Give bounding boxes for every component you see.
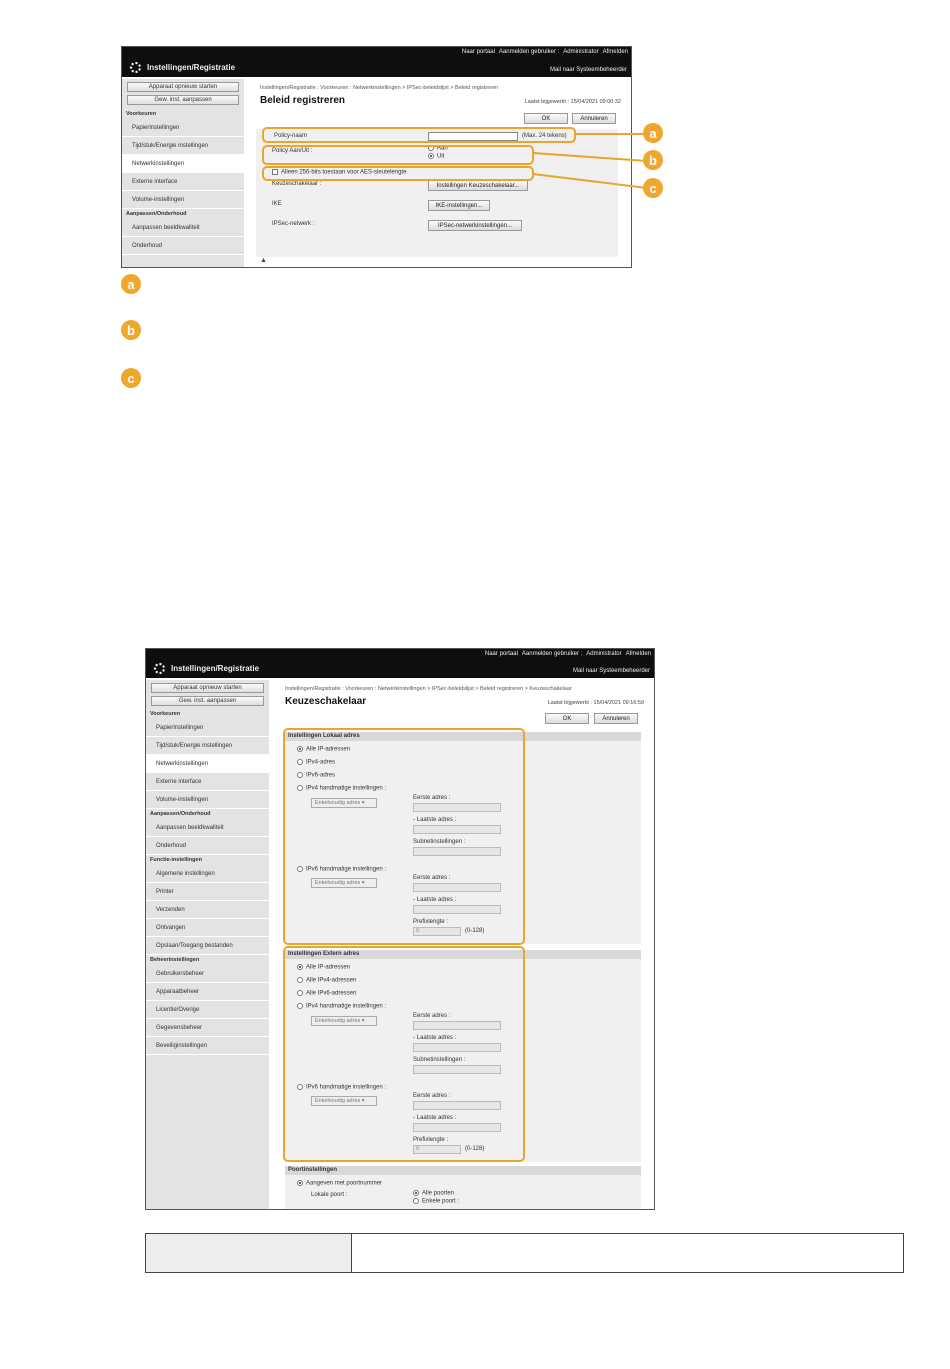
local-ipv6-first-label: Eerste adres : [413, 875, 451, 881]
highlight-external-address [283, 946, 525, 1162]
sidebar-item-volume[interactable]: Volume-instellingen [146, 791, 269, 809]
sidebar-item-timer-energy[interactable]: Tijd/stuk/Energie instellingen [122, 137, 244, 155]
legend-table [145, 1233, 904, 1273]
external-prefix-input[interactable]: 0 [413, 1145, 461, 1154]
callout-c: c [643, 178, 663, 198]
radio-selected-icon [413, 1190, 419, 1196]
top-bar [146, 649, 654, 678]
aes-256-checkbox[interactable]: Alleen 256-bits toestaan voor AES-sleutelengte [272, 169, 406, 176]
callout-line-a [575, 133, 643, 135]
gear-icon [154, 663, 165, 674]
screenshot-policy [121, 46, 632, 268]
sidebar-head-management: Beheerinstellingen [150, 957, 200, 963]
sidebar-item-image-quality[interactable]: Aanpassen beeldkwaliteit [146, 819, 269, 837]
external-all-ipv4[interactable]: Alle IPv4-adressen [297, 977, 356, 984]
legend-c: c [121, 368, 141, 388]
ike-settings-button[interactable]: IKE-instellingen... [428, 200, 490, 211]
callout-a: a [643, 123, 663, 143]
local-prefix-range: (0-128) [465, 928, 485, 934]
sidebar-head-preferences: Voorkeuren [126, 111, 157, 117]
sidebar-item-device-mgmt[interactable]: Apparaatbeheer [146, 983, 269, 1001]
sidebar-item-external-interface[interactable]: Externe interface [146, 773, 269, 791]
policy-onoff-label: Policy Aan/Uit : [272, 148, 313, 154]
local-prefix-label: Prefixlengte : [413, 919, 449, 925]
local-ipv6-manual[interactable]: IPv6 handmatige instellingen : [297, 866, 386, 873]
port-all[interactable]: Alle poorten [413, 1190, 454, 1197]
external-ipv6-manual[interactable]: IPv6 handmatige instellingen : [297, 1084, 386, 1091]
last-updated: Laatst bijgewerkt : 15/04/2021 09:16:59 [547, 700, 644, 706]
local-subnet-label: Subnetinstellingen : [413, 839, 466, 845]
portal-link[interactable]: Naar portaal [461, 49, 495, 55]
sidebar-head-adjust: Aanpassen/Onderhoud [150, 811, 211, 817]
highlight-a [262, 127, 576, 143]
ipsec-network-label: IPSec-netwerk : [272, 221, 315, 227]
page-title: Beleid registreren [260, 95, 346, 106]
sidebar-item-general[interactable]: Algemene instellingen [146, 865, 269, 883]
sidebar-head-functions: Functie-instellingen [150, 857, 202, 863]
selector-label: Keuzeschakelaar : [272, 181, 322, 187]
sidebar-item-paper[interactable]: Papierinstellingen [122, 119, 244, 137]
ipsec-network-button[interactable]: IPSec-netwerkinstellingen... [428, 220, 522, 231]
external-ipv6-last-label: - Laatste adres : [413, 1115, 457, 1121]
local-ipv6-last-label: - Laatste adres : [413, 897, 457, 903]
policy-name-label: Policy-naam [274, 133, 308, 139]
radio-icon [413, 1198, 419, 1204]
login-user-label: Aanmelden gebruiker : [498, 49, 560, 55]
port-head: Poortinstellingen [285, 1166, 641, 1175]
local-ipv6-address-type-select[interactable]: Enkelvoudig adres ▾ [311, 878, 377, 888]
breadcrumb: Instellingen/Registratie : Voorkeuren : Netwerkinstellingen > IPSec-beleidslijst > Beleid registreren [260, 85, 499, 91]
port-specify-number[interactable]: Aangeven met poortnummer [297, 1180, 382, 1187]
external-all-ip[interactable]: Alle IP-adressen [297, 964, 350, 971]
mail-admin-link[interactable]: Mail naar Systeembeheerder [572, 668, 650, 674]
external-prefix-range: (0-128) [465, 1146, 485, 1152]
external-ipv6-first-label: Eerste adres : [413, 1093, 451, 1099]
ok-button[interactable]: OK [545, 713, 589, 724]
external-ipv6-address-type-select[interactable]: Enkelvoudig adres ▾ [311, 1096, 377, 1106]
radio-selected-icon [297, 1180, 303, 1186]
highlight-local-address [283, 728, 525, 945]
cancel-button[interactable]: Annuleren [594, 713, 638, 724]
ok-button[interactable]: OK [524, 113, 568, 124]
local-ipv4-manual[interactable]: IPv4 handmatige instellingen : [297, 785, 386, 792]
user-name: Administrator [563, 49, 599, 55]
back-to-top-icon[interactable]: ▲ [260, 257, 267, 264]
sidebar-item-store-access[interactable]: Opslaan/Toegang bestanden [146, 937, 269, 955]
sidebar-item-user-mgmt[interactable]: Gebruikersbeheer [146, 965, 269, 983]
legend-a: a [121, 274, 141, 294]
selector-settings-button[interactable]: Instellingen Keuzeschakelaar... [428, 180, 528, 191]
app-title: Instellingen/Registratie [130, 62, 235, 73]
local-ipv4[interactable]: IPv4-adres [297, 759, 335, 766]
sidebar-item-printer[interactable]: Printer [146, 883, 269, 901]
external-ipv4-last-label: - Laatste adres : [413, 1035, 457, 1041]
local-ipv6[interactable]: IPv6-adres [297, 772, 335, 779]
user-name: Administrator [586, 651, 622, 657]
highlight-b [262, 145, 534, 165]
sidebar [146, 680, 269, 1210]
sidebar-item-network[interactable]: Netwerkinstellingen [146, 755, 269, 773]
external-ipv4-first-label: Eerste adres : [413, 1013, 451, 1019]
sidebar-item-send[interactable]: Verzenden [146, 901, 269, 919]
highlight-c [262, 166, 534, 181]
sidebar-item-external-interface[interactable]: Externe interface [122, 173, 244, 191]
top-bar [122, 47, 631, 77]
external-subnet-label: Subnetinstellingen : [413, 1057, 466, 1063]
cancel-button[interactable]: Annuleren [572, 113, 616, 124]
logout-link[interactable]: Afmelden [625, 651, 651, 657]
callout-b: b [643, 150, 663, 170]
sidebar-item-volume[interactable]: Volume-instellingen [122, 191, 244, 209]
sidebar [122, 79, 244, 268]
sidebar-item-receive[interactable]: Ontvangen [146, 919, 269, 937]
external-prefix-label: Prefixlengte : [413, 1137, 449, 1143]
radio-on[interactable]: Aan [428, 145, 448, 152]
port-single[interactable]: Enkele poort : [413, 1198, 459, 1205]
breadcrumb: Instellingen/Registratie : Voorkeuren : Netwerkinstellingen > IPSec-beleidslijst > Beleid registreren > Keuzeschakelaar [285, 686, 572, 692]
sidebar-item-data-mgmt[interactable]: Gegevensbeheer [146, 1019, 269, 1037]
legend-b: b [121, 320, 141, 340]
local-ipv4-first-label: Eerste adres : [413, 795, 451, 801]
sidebar-item-security[interactable]: Beveiliginstellingen [146, 1037, 269, 1055]
sidebar-item-timer-energy[interactable]: Tijd/stuk/Energie instellingen [146, 737, 269, 755]
policy-name-hint: (Max. 24 tekens) [522, 133, 567, 139]
logout-link[interactable]: Afmelden [602, 49, 628, 55]
legend-table-key-cell [146, 1234, 352, 1272]
apply-settings-button[interactable]: Gew. inst. aanpassen [151, 696, 264, 706]
page-title: Keuzeschakelaar [285, 696, 367, 707]
login-user-label: Aanmelden gebruiker : [521, 651, 583, 657]
sidebar-head-preferences: Voorkeuren [150, 711, 181, 717]
external-all-ipv6[interactable]: Alle IPv6-adressen [297, 990, 356, 997]
local-port-label: Lokale poort : [311, 1192, 348, 1198]
local-ipv4-address-type-select[interactable]: Enkelvoudig adres ▾ [311, 798, 377, 808]
screenshot-selector [145, 648, 655, 1210]
portal-link[interactable]: Naar portaal [484, 651, 518, 657]
sidebar-item-maintenance[interactable]: Onderhoud [122, 237, 244, 255]
sidebar-item-maintenance[interactable]: Onderhoud [146, 837, 269, 855]
gear-icon [130, 62, 141, 73]
app-title: Instellingen/Registratie [154, 663, 259, 674]
external-address-head: Instellingen Extern adres [285, 950, 641, 959]
mail-admin-link[interactable]: Mail naar Systeembeheerder [549, 67, 627, 73]
sidebar-item-network[interactable]: Netwerkinstellingen [122, 155, 244, 173]
restart-button[interactable]: Apparaat opnieuw starten [127, 82, 239, 92]
restart-button[interactable]: Apparaat opnieuw starten [151, 683, 264, 693]
port-panel [285, 1166, 641, 1210]
last-updated: Laatst bijgewerkt : 15/04/2021 09:00:32 [524, 99, 621, 105]
local-all-ip[interactable]: Alle IP-adressen [297, 746, 350, 753]
legend-table-value-cell [352, 1234, 903, 1272]
local-address-head: Instellingen Lokaal adres [285, 732, 641, 741]
external-ipv4-manual[interactable]: IPv4 handmatige instellingen : [297, 1003, 386, 1010]
sidebar-head-adjust: Aanpassen/Onderhoud [126, 211, 187, 217]
apply-settings-button[interactable]: Gew. inst. aanpassen [127, 95, 239, 105]
external-ipv4-address-type-select[interactable]: Enkelvoudig adres ▾ [311, 1016, 377, 1026]
radio-off[interactable]: Uit [428, 153, 444, 160]
ike-label: IKE [272, 201, 282, 207]
local-ipv4-last-label: - Laatste adres : [413, 817, 457, 823]
sidebar-item-paper[interactable]: Papierinstellingen [146, 719, 269, 737]
local-prefix-input[interactable]: 0 [413, 927, 461, 936]
sidebar-item-license[interactable]: Licentie/Overige [146, 1001, 269, 1019]
sidebar-item-image-quality[interactable]: Aanpassen beeldkwaliteit [122, 219, 244, 237]
